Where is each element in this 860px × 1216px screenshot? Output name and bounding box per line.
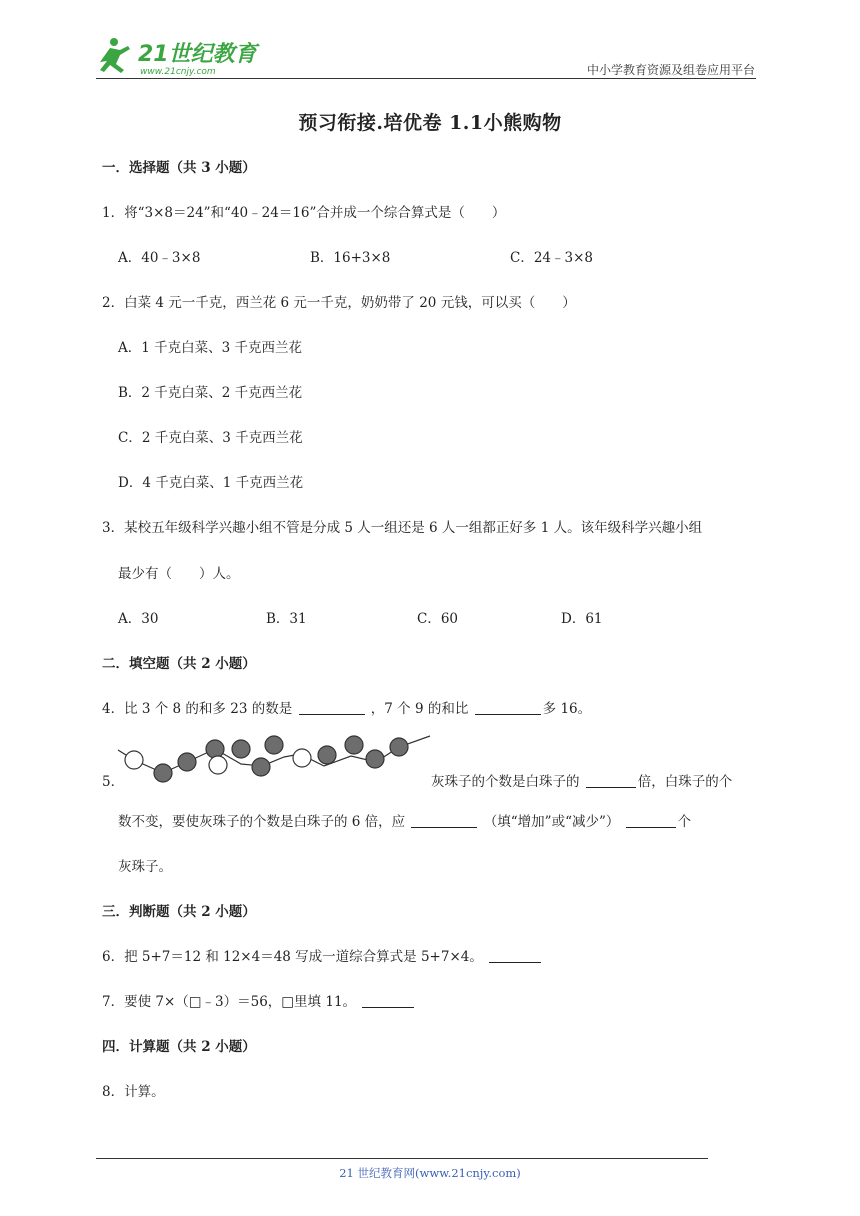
white-bead bbox=[209, 756, 227, 774]
q2-option-a: A．1 千克白菜、3 千克西兰花 bbox=[118, 340, 303, 356]
q4-text-1: 4．比 3 个 8 的和多 23 的数是 bbox=[102, 701, 293, 717]
q5-line-2 bbox=[118, 810, 691, 830]
q7-text: 7．要使 7×（□﹣3）＝56，□里填 11。 bbox=[102, 994, 357, 1010]
q4-text-3: 多 16。 bbox=[542, 701, 592, 717]
q4-blank-2[interactable] bbox=[475, 702, 541, 715]
gray-bead bbox=[154, 764, 172, 782]
q6-line bbox=[102, 945, 543, 965]
platform-name: 中小学教育资源及组卷应用平台 bbox=[586, 63, 755, 77]
white-bead bbox=[125, 751, 143, 769]
gray-bead bbox=[366, 750, 384, 768]
q4-line bbox=[102, 697, 591, 717]
q7-blank[interactable] bbox=[362, 995, 414, 1008]
section-judge-heading: 三．判断题（共 2 小题） bbox=[102, 904, 256, 920]
q2-stem: 2．白菜 4 元一千克，西兰花 6 元一千克，奶奶带了 20 元钱，可以买（ ） bbox=[102, 295, 576, 311]
q5-blank-3[interactable] bbox=[626, 815, 676, 828]
q3-stem-line2: 最少有（ ）人。 bbox=[118, 566, 240, 582]
q2-option-c: C．2 千克白菜、3 千克西兰花 bbox=[118, 430, 303, 446]
page-title: 预习衔接.培优卷 1.1小熊购物 bbox=[298, 112, 562, 134]
q1-option-a: A．40﹣3×8 bbox=[118, 250, 201, 266]
logo-text: 21世纪教育 bbox=[138, 42, 257, 67]
q1-stem: 1．将“3×8＝24”和“40﹣24＝16”合并成一个综合算式是（ ） bbox=[102, 205, 506, 221]
site-logo bbox=[94, 34, 264, 78]
q8-stem: 8．计算。 bbox=[102, 1084, 165, 1100]
q5-text-5: 个 bbox=[677, 814, 692, 830]
q5-number: 5． bbox=[102, 774, 125, 790]
q2-option-b: B．2 千克白菜、2 千克西兰花 bbox=[118, 385, 303, 401]
gray-bead bbox=[345, 736, 363, 754]
q6-blank[interactable] bbox=[489, 950, 541, 963]
q5-text-1: 灰珠子的个数是白珠子的 bbox=[431, 774, 580, 790]
gray-bead bbox=[265, 736, 283, 754]
q3-option-b: B．31 bbox=[266, 611, 307, 627]
q5-text-3: 数不变，要使灰珠子的个数是白珠子的 6 倍，应 bbox=[118, 814, 406, 830]
q5-text-6: 灰珠子。 bbox=[118, 859, 172, 875]
q7-line bbox=[102, 990, 416, 1010]
footer-rule bbox=[96, 1158, 708, 1159]
q4-blank-1[interactable] bbox=[299, 702, 365, 715]
gray-bead bbox=[206, 740, 224, 758]
q1-option-c: C．24﹣3×8 bbox=[510, 250, 593, 266]
q3-option-c: C．60 bbox=[417, 611, 459, 627]
q2-option-d: D．4 千克白菜、1 千克西兰花 bbox=[118, 475, 304, 491]
bead-string-figure bbox=[116, 732, 434, 786]
section-fill-heading: 二．填空题（共 2 小题） bbox=[102, 656, 256, 672]
header-rule bbox=[96, 78, 756, 79]
q5-blank-2[interactable] bbox=[411, 815, 477, 828]
q5-text-4: （填“增加”或“减少”） bbox=[483, 814, 620, 830]
q1-option-b: B．16+3×8 bbox=[310, 250, 391, 266]
q3-stem-line1: 3．某校五年级科学兴趣小组不管是分成 5 人一组还是 6 人一组都正好多 1 人。该年级科学兴趣小组 bbox=[102, 520, 703, 536]
footer-text: 21 世纪教育网(www.21cnjy.com) bbox=[339, 1166, 521, 1180]
section-calc-heading: 四．计算题（共 2 小题） bbox=[102, 1039, 256, 1055]
q5-blank-1[interactable] bbox=[586, 775, 636, 788]
q5-line-1 bbox=[431, 770, 732, 790]
section-choice-heading: 一．选择题（共 3 小题） bbox=[102, 160, 256, 176]
gray-bead bbox=[318, 746, 336, 764]
q5-text-2: 倍，白珠子的个 bbox=[637, 774, 733, 790]
q4-text-2: ，7 个 9 的和比 bbox=[370, 701, 469, 717]
q6-text: 6．把 5+7＝12 和 12×4＝48 写成一道综合算式是 5+7×4。 bbox=[102, 949, 483, 965]
q3-option-a: A．30 bbox=[118, 611, 159, 627]
logo-url: www.21cnjy.com bbox=[140, 67, 216, 77]
q3-option-d: D．61 bbox=[561, 611, 603, 627]
gray-bead bbox=[252, 758, 270, 776]
gray-bead bbox=[232, 740, 250, 758]
gray-bead bbox=[178, 753, 196, 771]
white-bead bbox=[293, 749, 311, 767]
gray-bead bbox=[390, 738, 408, 756]
